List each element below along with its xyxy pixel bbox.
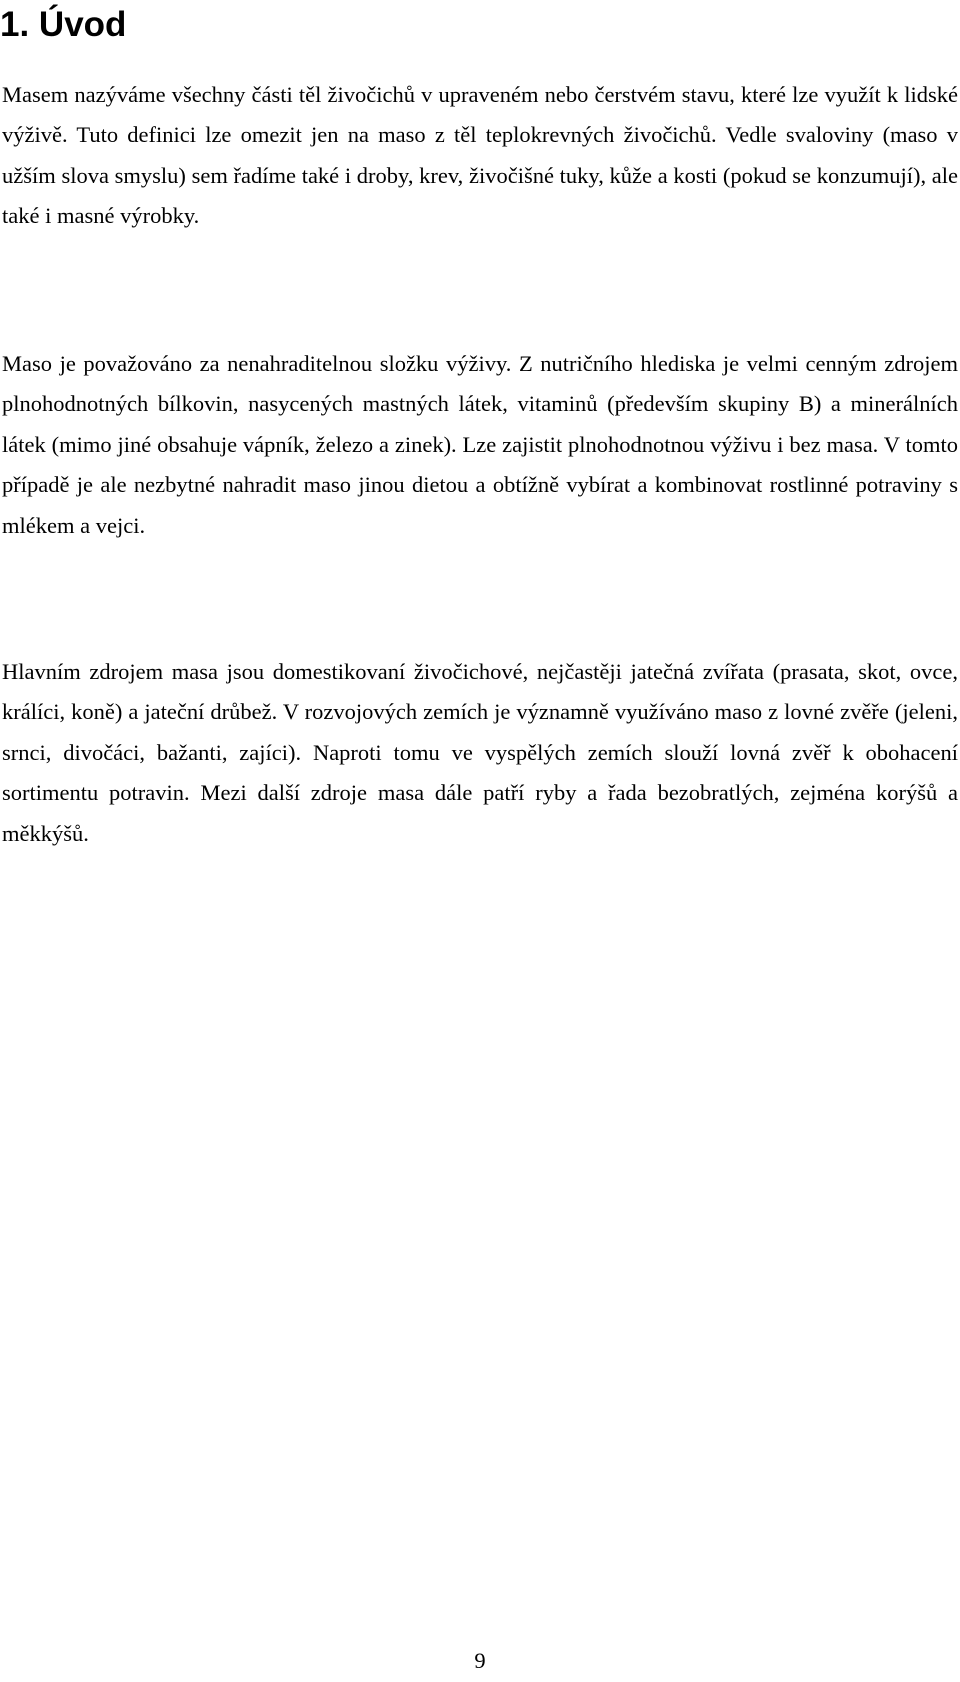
section-heading: 1. Úvod: [0, 5, 127, 44]
page-number: 9: [474, 1648, 486, 1673]
paragraph-sources: Hlavním zdrojem masa jsou domestikovaní živočichové, nejčastěji jatečná zvířata (prasata, skot, ovce, králíci, koně) a jateční drůbež. V rozvojových zemích je významně využíváno maso z lovné zvěře (jeleni, srnci, divočáci, bažanti, zajíci). Naproti tomu ve vyspělých zemích slouží lovná zvěř k obohacení sortimentu potravin. Mezi další zdroje masa dále patří ryby a řada bezobratlých, zejména korýšů a měkkýšů.: [2, 659, 958, 846]
paragraph-definition: Masem nazýváme všechny části těl živočichů v upraveném nebo čerstvém stavu, které lze využít k lidské výživě. Tuto definici lze omezit jen na maso z těl teplokrevných živočichů. Vedle svaloviny (maso v užším slova smyslu) sem řadíme také i droby, krev, živočišné tuky, kůže a kosti (pokud se konzumují), ale také i masné výrobky.: [2, 82, 958, 229]
paragraph-nutrition: Maso je považováno za nenahraditelnou složku výživy. Z nutričního hlediska je velmi cenným zdrojem plnohodnotných bílkovin, nasycených mastných látek, vitaminů (především skupiny B) a minerálních látek (mimo jiné obsahuje vápník, železo a zinek). Lze zajistit plnohodnotnou výživu i bez masa. V tomto případě je ale nezbytné nahradit maso jinou dietou a obtížně vybírat a kombinovat rostlinné potraviny s mlékem a vejci.: [2, 351, 958, 538]
